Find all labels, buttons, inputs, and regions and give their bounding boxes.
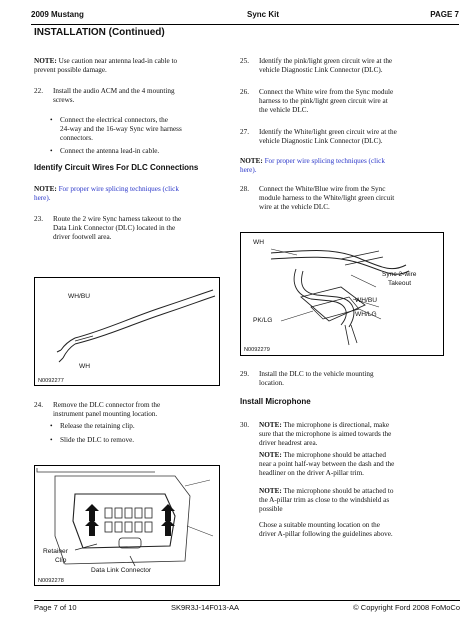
step-number: 22. [34, 87, 43, 95]
step-number: 24. [34, 401, 43, 409]
step-text: screws. [53, 96, 75, 104]
step-27 [240, 128, 445, 148]
footer-doc-number: SK9R3J-14F013-AA [171, 603, 239, 612]
note-text: Use caution near antenna lead-in cable to [58, 57, 178, 65]
note-label: NOTE: [259, 487, 282, 495]
wire-illustration [35, 278, 221, 387]
section-title: INSTALLATION (Continued) [34, 27, 165, 38]
step-text: vehicle Diagnostic Link Connector (DLC). [259, 66, 383, 74]
label-pk-lg: PK/LG [253, 317, 273, 324]
step-text: Identify the pink/light green circuit wire at the [259, 57, 393, 65]
step-text: Connect the White wire from the Sync module [259, 88, 394, 96]
step-text: The microphone should be attached to [283, 487, 394, 495]
step-number: 25. [240, 57, 249, 65]
note-label: NOTE: [34, 185, 57, 193]
bullet-text: Connect the antenna lead-in cable. [60, 147, 160, 155]
step-text: possible [259, 505, 283, 513]
step-23 [34, 215, 222, 245]
step-text: headliner on the driver A-pillar trim. [259, 469, 364, 477]
step-number: 29. [240, 370, 249, 378]
splicing-link-here[interactable]: here). [240, 166, 257, 174]
step-text: sure that the microphone is aimed towards the [259, 430, 392, 438]
step-text: the A-pillar trim as close to the windshield as [259, 496, 390, 504]
subhead-install-microphone: Install Microphone [240, 397, 311, 406]
bullet-text: connectors. [60, 134, 93, 142]
step-text: Identify the White/light green circuit wire at the [259, 128, 397, 136]
note-label: NOTE: [259, 421, 282, 429]
subhead-identify-circuit: Identify Circuit Wires For DLC Connections [34, 163, 199, 172]
step-number: 28. [240, 185, 249, 193]
header-rule [31, 24, 459, 25]
step-28 [240, 185, 445, 215]
step-text: Chose a suitable mounting location on the [259, 521, 380, 529]
footer-page: Page 7 of 10 [34, 603, 77, 612]
label-sync-2-wire: Sync 2-wire [382, 271, 417, 278]
step-number: 23. [34, 215, 43, 223]
step-text: driver footwell area. [53, 233, 112, 241]
step-text: driver A-pillar following the guidelines above. [259, 530, 393, 538]
splicing-link[interactable]: For proper wire splicing techniques (click [58, 185, 179, 193]
step-text: vehicle Diagnostic Link Connector (DLC). [259, 137, 383, 145]
figure-id: N0092278 [38, 578, 64, 584]
step-30 [240, 421, 445, 451]
step-text: The microphone should be attached [283, 451, 387, 459]
bullet-text: 24-way and the 16-way Sync wire harness [60, 125, 182, 133]
label-wh: WH [79, 363, 90, 370]
step-30-note-3 [240, 487, 445, 517]
step-text: driver headrest area. [259, 439, 318, 447]
header-model: 2009 Mustang [31, 10, 84, 19]
step-text: Route the 2 wire Sync harness takeout to the [53, 215, 182, 223]
header-page: PAGE 7 [430, 10, 459, 19]
label-clip: Clip [55, 557, 67, 564]
step-text: harness to the pink/light green circuit wire at [259, 97, 388, 105]
step-25 [240, 57, 445, 77]
label-wh-bu: WH/BU [355, 297, 377, 304]
figure-id: N0092279 [244, 347, 270, 353]
header-kit: Sync Kit [247, 10, 280, 19]
figure-dlc-wiring [240, 232, 444, 356]
page-header [31, 10, 459, 22]
step-24 [34, 401, 222, 421]
bullet-text: Slide the DLC to remove. [60, 436, 135, 444]
label-wh-bu: WH/BU [68, 293, 90, 300]
step-30-note-2 [240, 451, 445, 481]
step-number: 27. [240, 128, 249, 136]
label-wh: WH [253, 239, 264, 246]
step-text: module harness to the White/light green circuit [259, 194, 395, 202]
figure-dlc-connector [34, 465, 220, 586]
label-data-link-connector: Data Link Connector [91, 567, 152, 574]
label-takeout: Takeout [388, 280, 412, 287]
note-splicing [34, 185, 222, 203]
step-text: wire at the vehicle DLC. [259, 203, 330, 211]
figure-id: N0092277 [38, 378, 64, 384]
dlc-wiring-illustration [241, 233, 445, 357]
step-text: Install the audio ACM and the 4 mounting [53, 87, 175, 95]
step-text: Remove the DLC connector from the [53, 401, 161, 409]
step-text: The microphone is directional, make [283, 421, 390, 429]
step-22 [34, 87, 222, 107]
step-text: the vehicle DLC. [259, 106, 309, 114]
step-text: near a point half-way between the dash and the [259, 460, 395, 468]
note-text: prevent possible damage. [34, 66, 107, 74]
note-splicing-2 [240, 157, 445, 175]
step-30-guidelines [240, 521, 445, 541]
splicing-link-here[interactable]: here). [34, 194, 51, 202]
note-label: NOTE: [34, 57, 57, 65]
label-retainer: Retainer [43, 548, 68, 555]
page-footer [34, 603, 460, 613]
step-text: instrument panel mounting location. [53, 410, 158, 418]
step-number: 30. [240, 421, 249, 429]
bullet-text: Connect the electrical connectors, the [60, 116, 168, 124]
bullet-text: Release the retaining clip. [60, 422, 135, 430]
splicing-link[interactable]: For proper wire splicing techniques (click [264, 157, 385, 165]
step-text: Data Link Connector (DLC) located in the [53, 224, 176, 232]
footer-rule [34, 600, 460, 601]
note-label: NOTE: [240, 157, 263, 165]
step-29 [240, 370, 445, 390]
label-wh-lg: WH/LG [355, 311, 377, 318]
step-text: location. [259, 379, 284, 387]
figure-wires-wh-bu [34, 277, 220, 386]
footer-copyright: © Copyright Ford 2008 FoMoCo [353, 603, 460, 612]
step-text: Install the DLC to the vehicle mounting [259, 370, 374, 378]
step-text: Connect the White/Blue wire from the Sync [259, 185, 386, 193]
step-number: 26. [240, 88, 249, 96]
step-26 [240, 88, 445, 118]
note-antenna [34, 57, 222, 75]
note-label: NOTE: [259, 451, 282, 459]
